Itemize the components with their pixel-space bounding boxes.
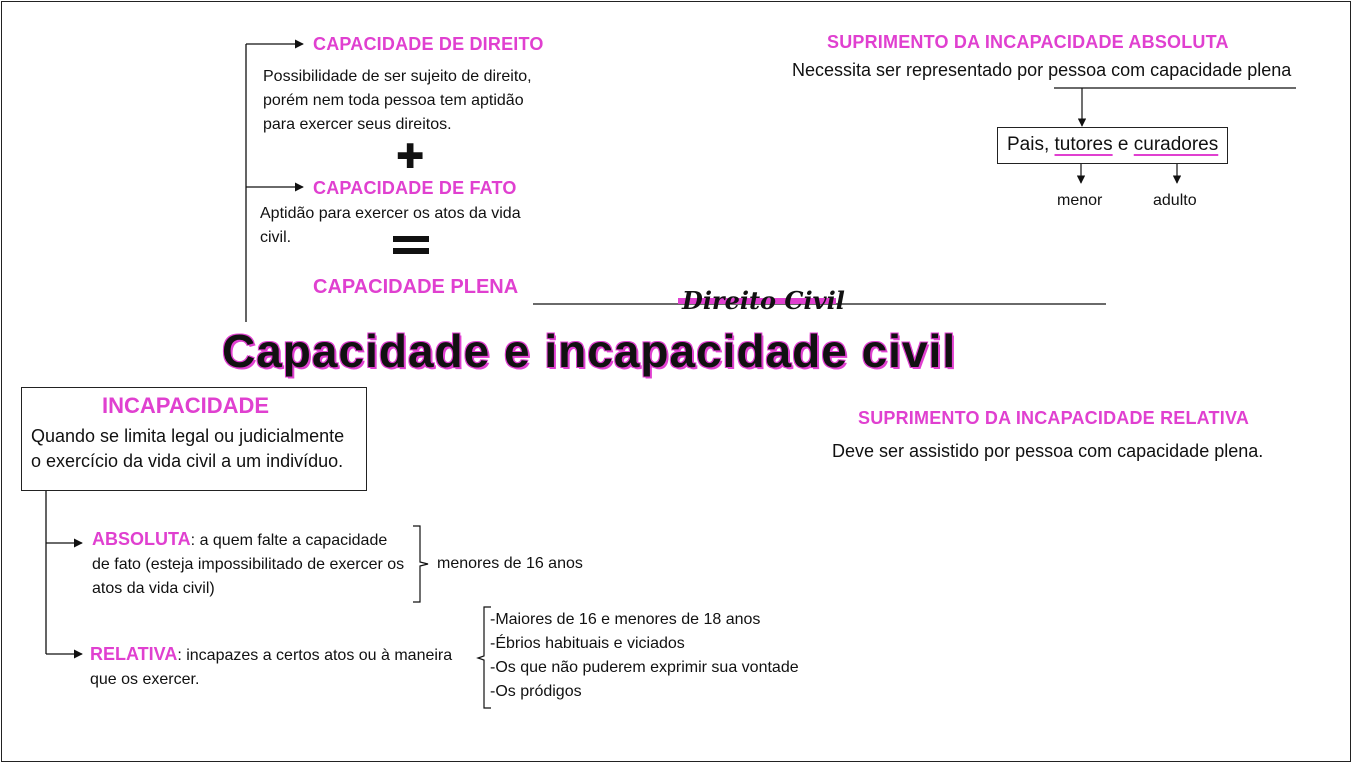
incapacidade-line: o exercício da vida civil a um indivíduo. [31,451,344,471]
plus-icon: ✚ [396,137,425,177]
capacidade-fato-line: civil. [260,229,292,246]
curadores-label: curadores [1133,134,1219,155]
suprimento-absoluta-text: Necessita ser representado por pessoa com capacidade plena [792,60,1292,80]
absoluta-note: menores de 16 anos [437,555,583,572]
list-item: -Os que não puderem exprimir sua vontade [490,659,799,676]
capacidade-direito-line: porém nem toda pessoa tem aptidão [263,92,524,109]
relativa-block [90,642,452,692]
suprimento-relativa-heading: SUPRIMENTO DA INCAPACIDADE RELATIVA [858,408,1250,428]
relativa-definition: : incapazes a certos atos ou à maneira [177,647,453,664]
absoluta-block [92,527,404,601]
capacidade-fato-text [260,202,521,250]
representantes-middle: e [1112,134,1134,155]
tutores-label: tutores [1054,134,1113,155]
subtitle: Direito Civil [682,286,845,315]
list-item: -Maiores de 16 e menores de 18 anos [490,611,761,628]
page-title: Capacidade e incapacidade civil [222,325,957,377]
relativa-list [490,608,799,704]
suprimento-relativa-text: Deve ser assistido por pessoa com capacidade plena. [832,441,1264,461]
absoluta-definition: : a quem falte a capacidade [190,532,388,549]
incapacidade-box [21,387,367,491]
absoluta-definition-line: atos da vida civil) [92,580,215,597]
incapacidade-text [31,424,344,474]
capacidade-plena-heading: CAPACIDADE PLENA [313,276,519,298]
equals-icon [393,236,429,254]
relativa-definition-line: que os exercer. [90,671,200,688]
capacidade-direito-line: Possibilidade de ser sujeito de direito, [263,68,532,85]
incapacidade-line: Quando se limita legal ou judicialmente [31,426,345,446]
relativa-label: RELATIVA [90,644,178,664]
absoluta-label: ABSOLUTA [92,529,191,549]
list-item: -Ébrios habituais e viciados [490,635,685,652]
capacidade-fato-line: Aptidão para exercer os atos da vida [260,205,521,222]
incapacidade-heading: INCAPACIDADE [102,393,270,418]
capacidade-direito-heading: CAPACIDADE DE DIREITO [313,34,544,54]
absoluta-definition-line: de fato (esteja impossibilitado de exercer os [92,556,405,573]
list-item: -Os pródigos [490,683,582,700]
suprimento-absoluta-heading: SUPRIMENTO DA INCAPACIDADE ABSOLUTA [827,32,1229,52]
representantes-box [997,127,1228,164]
menor-label: menor [1057,192,1103,209]
capacidade-direito-text [263,65,532,137]
representantes-prefix: Pais, [1007,134,1055,155]
capacidade-direito-line: para exercer seus direitos. [263,116,452,133]
adulto-label: adulto [1153,192,1197,209]
capacidade-fato-heading: CAPACIDADE DE FATO [313,178,517,198]
